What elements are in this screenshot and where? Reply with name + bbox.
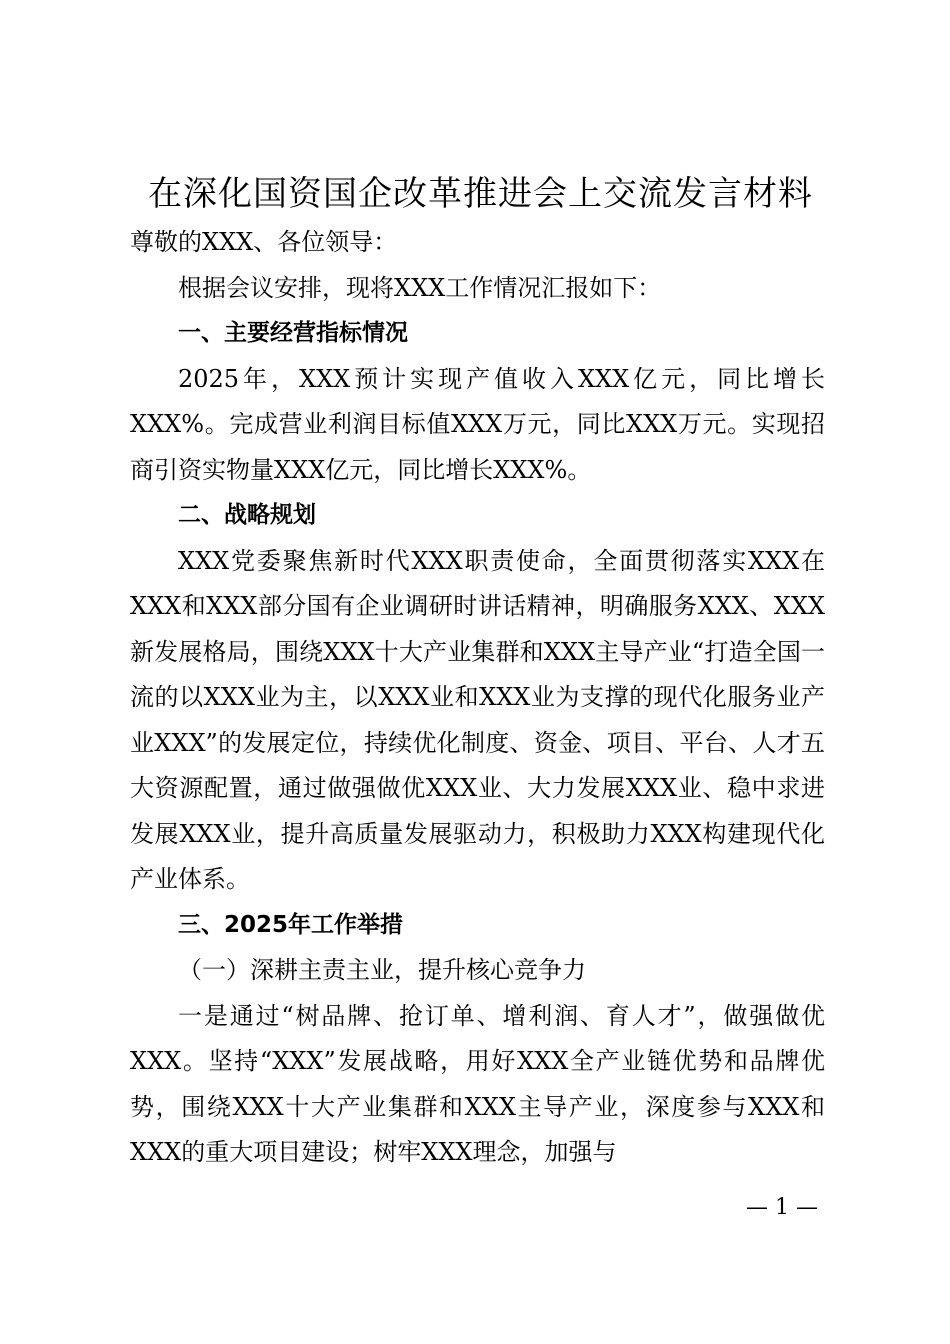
document-body <box>130 220 825 1176</box>
page-number: — 1 — <box>746 1195 818 1220</box>
section-paragraph-3: 一是通过“树品牌、抢订单、增利润、育人才”，做强做优XXX。坚持“XXX”发展战略，用好XXX全产业链优势和品牌优势，围绕XXX十大产业集群和XXX主导产业，深度参与XXX和XXX的重大项目建设；树牢XXX理念，加强与 <box>130 1001 825 1166</box>
section-heading-3: 三、2025年工作举措 <box>178 911 404 938</box>
document-title: 在深化国资国企改革推进会上交流发言材料 <box>148 174 813 214</box>
section-paragraph-1: 2025年，XXX预计实现产值收入XXX亿元，同比增长XXX%。完成营业利润目标值XXX万元，同比XXX万元。实现招商引资实物量XXX亿元，同比增长XXX%。 <box>130 364 825 484</box>
salutation: 尊敬的XXX、各位领导： <box>130 228 398 256</box>
section-paragraph-2: XXX党委聚焦新时代XXX职责使命，全面贯彻落实XXX在XXX和XXX部分国有企业调研时讲话精神，明确服务XXX、XXX新发展格局，围绕XXX十大产业集群和XXX主导产业“打造全国一流的以XXX业为主，以XXX业和XXX业为支撑的现代化服务业产业XXX”的发展定位，持续优化制度、资金、项目、平台、人才五大资源配置，通过做强做优XXX业、大力发展XXX业、稳中求进发展XXX业，提升高质量发展驱动力，积极助力XXX构建现代化产业体系。 <box>130 546 825 893</box>
intro-paragraph: 根据会议安排，现将XXX工作情况汇报如下： <box>178 273 662 302</box>
section-heading-1: 一、主要经营指标情况 <box>178 320 408 346</box>
section-heading-2: 二、战略规划 <box>178 502 316 528</box>
section-subheading-3-1: （一）深耕主责主业，提升核心竞争力 <box>178 956 586 984</box>
